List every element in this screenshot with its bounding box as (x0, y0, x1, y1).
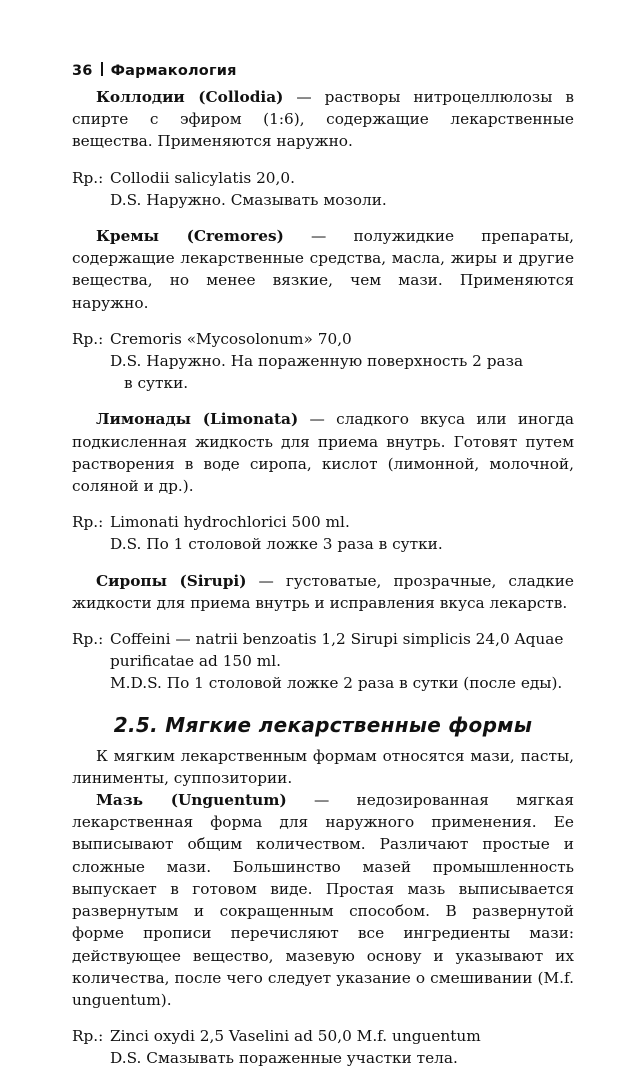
page-content (72, 86, 574, 1070)
collodia-term: Коллодии (Collodia) (96, 88, 284, 106)
signa-line: D.S. По 1 столовой ложке 3 раза в сутки. (110, 535, 443, 554)
collodia-prescription (72, 167, 574, 211)
rp-label: Rp.: (72, 1027, 104, 1046)
rp-label: Rp.: (72, 168, 104, 187)
sirupi-text: — густоватые, прозрачные, сладкие жидкости для приема внутрь и исправления вкуса лекарств. (72, 571, 574, 612)
ointment-text: — недозированная мягкая лекарственная форма для наружного применения. Ее выписывают общим количеством. Различают простые и сложные мази. Большинство мазей промышленность выпускает в готовом виде. Простая мазь выписывается развернутым и сокращенным способом. В развернутой форме прописи перечисляют все ингредиенты мази: действующее вещество, мазевую основу и указывают их количества, после чего следует указание о смешивании (M.f. unguentum). (72, 791, 574, 1009)
cremores-text: — полужидкие препараты, содержащие лекарственные средства, масла, жиры и другие вещества, но менее вязкие, чем мази. Применяются наружно. (72, 227, 574, 312)
rp-ingredient: Cremoris «Mycosolonum» 70,0 (110, 329, 352, 348)
cremores-paragraph (72, 225, 574, 314)
rp-label: Rp.: (72, 513, 104, 532)
sirupi-paragraph (72, 570, 574, 614)
signa-line: M.D.S. По 1 столовой ложке 2 раза в сутки (после еды). (110, 674, 563, 693)
limonata-term: Лимонады (Limonata) (96, 410, 299, 429)
rp-label: Rp.: (72, 630, 104, 649)
rp-label: Rp.: (72, 329, 104, 348)
cremores-prescription (72, 328, 574, 395)
intro-paragraph: К мягким лекарственным формам относятся мази, пасты, линименты, суппозитории. (72, 746, 574, 787)
signa-line: D.S. Наружно. Смазывать мозоли. (110, 190, 387, 209)
running-title: Фармакология (110, 63, 237, 79)
cremores-term: Кремы (Cremores) (96, 227, 284, 246)
rp-ingredient: Limonati hydrochlorici 500 ml. (110, 513, 350, 532)
header-separator (101, 62, 103, 76)
collodia-text: — растворы нитроцеллюлозы в спирте с эфиром (1:6), содержащие лекарственные вещества. Применяются наружно. (72, 88, 575, 151)
limonata-prescription (72, 511, 574, 555)
ointment-paragraph (72, 789, 574, 1011)
limonata-text: — сладкого вкуса или иногда подкисленная жидкость для приема внутрь. Готовят путем растворения в воде сиропа, кислот (лимонной, молочной, соляной и др.). (72, 410, 574, 496)
limonata-paragraph (72, 408, 574, 497)
sirupi-prescription (72, 628, 574, 695)
rp-ingredient: Collodii salicylatis 20,0. (110, 168, 295, 187)
section-heading: 2.5. Мягкие лекарственные формы (113, 712, 533, 737)
sirupi-term: Сиропы (Sirupi) (96, 571, 247, 590)
rp-ingredient: Coffeini — natrii benzoatis 1,2 Sirupi simplicis 24,0 Aquae (110, 630, 564, 649)
collodia-paragraph (72, 86, 574, 153)
ointment-term: Мазь (Unguentum) (96, 791, 287, 810)
signa-line: D.S. Смазывать пораженные участки тела. (110, 1049, 458, 1068)
rp-ingredient: Zinci oxydi 2,5 Vaselini ad 50,0 M.f. unguentum (110, 1027, 481, 1046)
signa-line-continued: в сутки. (124, 374, 189, 393)
page-number: 36 (72, 63, 93, 79)
rp-ingredient-continued: purificatae ad 150 ml. (110, 652, 282, 671)
running-head (72, 62, 237, 79)
signa-line: D.S. Наружно. На пораженную поверхность 2 раза (110, 352, 524, 371)
ointment-prescription (72, 1025, 574, 1069)
